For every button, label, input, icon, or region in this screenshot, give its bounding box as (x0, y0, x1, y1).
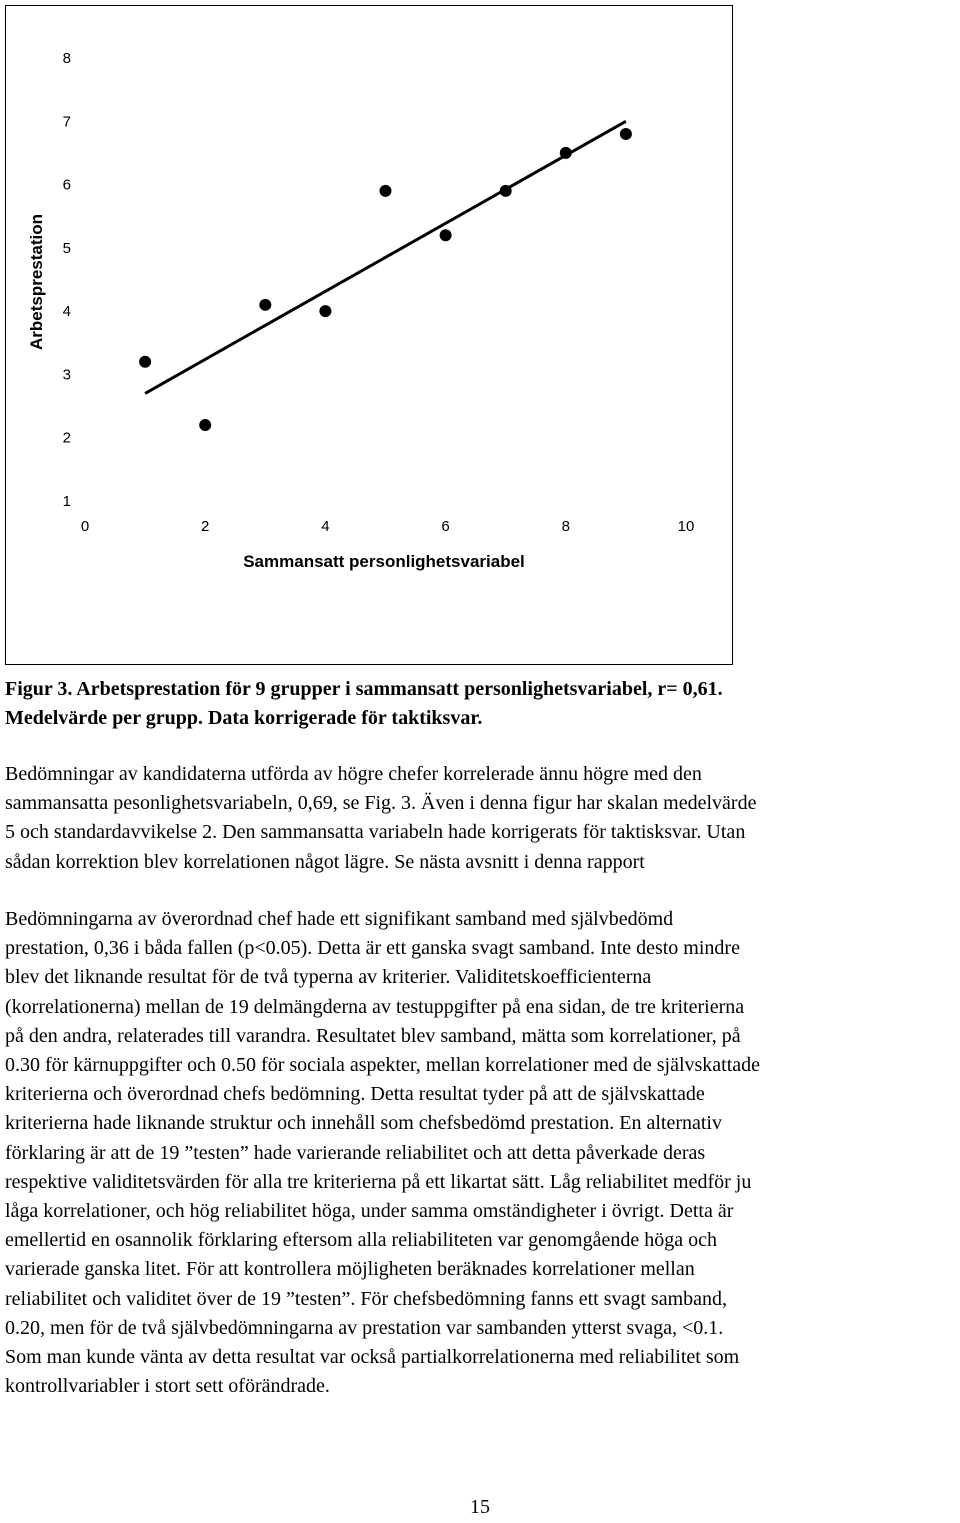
y-tick-labels (63, 50, 71, 510)
text-line: varierade ganska litet. För att kontrollera möjligheten beräknades korrelationer mellan (5, 1258, 695, 1281)
text-line: Bedömningar av kandidaterna utförda av högre chefer korrelerade ännu högre med den (5, 763, 702, 785)
y-tick-label: 2 (62, 429, 71, 447)
text-line: sådan korrektion blev korrelationen något lägre. Se nästa avsnitt i denna rapport (5, 850, 645, 873)
text-line: Som man kunde vänta av detta resultat var också partialkorrelationerna med reliabilitet som (5, 1346, 740, 1369)
x-tick-label: 10 (677, 518, 695, 535)
y-axis-label: Arbetsprestation (27, 213, 46, 351)
x-tick-labels (81, 518, 695, 535)
text-line: kriterierna hade liknande struktur och innehåll som chefsbedömd prestation. En alternativ (5, 1112, 722, 1135)
text-line: på den andra, relaterades till varandra. Resultatet blev samband, mätta som korrelationer, på (5, 1024, 741, 1047)
text-line: låga korrelationer, och hög reliabilitet höga, under samma omständigheter i övrigt. Detta är (5, 1200, 734, 1223)
data-point (380, 185, 392, 197)
text-line: reliabilitet och validitet över de 19 ”testen”. För chefsbedömning fanns ett svagt samband, (5, 1287, 728, 1310)
x-tick-label: 4 (321, 518, 330, 535)
y-tick-label: 5 (62, 239, 71, 257)
y-tick-label: 6 (62, 176, 71, 194)
text-line: blev det liknande resultat för de två typerna av kriterier. Validitetskoefficienterna (5, 966, 652, 989)
paragraph-1 (5, 760, 960, 877)
data-points (139, 128, 632, 431)
x-axis-label: Sammansatt personlighetsvariabel (243, 552, 525, 571)
text-line: förklaring är att de 19 ”testen” hade varierande reliabilitet och att detta påverkade deras (5, 1141, 706, 1164)
data-point (560, 147, 572, 159)
x-tick-label: 8 (561, 518, 570, 535)
text-line: sammansatta pesonlighetsvariabeln, 0,69, se Fig. 3. Även i denna figur har skalan medelvärde (5, 792, 757, 815)
caption-line: Figur 3. Arbetsprestation för 9 grupper i sammansatt personlighetsvariabel, r= 0,61. (5, 678, 723, 700)
x-tick-label: 6 (441, 518, 450, 535)
text-line: Bedömningarna av överordnad chef hade ett signifikant samband med självbedömd (5, 908, 674, 930)
y-tick-label: 1 (62, 493, 71, 510)
data-point (440, 229, 452, 241)
text-line: prestation, 0,36 i båda fallen (p<0.05). Detta är ett ganska svagt samband. Inte desto mindre (5, 937, 740, 960)
y-tick-label: 7 (62, 113, 71, 131)
scatter-chart (6, 6, 734, 666)
data-point (199, 419, 211, 431)
trendline (145, 121, 626, 393)
text-line: kriterierna och överordnad chefs bedömning. Detta resultat tyder på att de självskattade (5, 1083, 705, 1106)
text-line: (korrelationerna) mellan de 19 delmängderna av testuppgifter på ena sidan, de tre kriterierna (5, 995, 745, 1018)
y-tick-label: 8 (62, 50, 71, 67)
caption-line: Medelvärde per grupp. Data korrigerade för taktiksvar. (5, 707, 483, 729)
data-point (259, 299, 271, 311)
figure-caption (5, 675, 955, 733)
chart-frame (5, 5, 733, 665)
paragraph-2 (5, 905, 960, 1401)
text-line: emellertid en osannolik förklaring eftersom alla reliabiliteten var genomgående höga och (5, 1229, 717, 1252)
data-point (319, 305, 331, 317)
y-tick-label: 4 (62, 303, 71, 321)
text-line: 0.30 för kärnuppgifter och 0.50 för sociala aspekter, mellan korrelationer med de självskattade (5, 1054, 761, 1077)
text-line: 5 och standardavvikelse 2. Den sammansatta variabeln hade korrigerats för taktisksvar. Utan (5, 821, 746, 844)
text-line: 0.20, men för de två självbedömningarna av prestation var sambanden ytterst svaga, <0.1. (5, 1316, 724, 1339)
data-point (500, 185, 512, 197)
x-tick-label: 2 (201, 518, 210, 535)
text-line: respektive validitetsvärden för alla tre kriterierna på ett likartat sätt. Låg reliabilitet medför ju (5, 1170, 752, 1193)
data-point (620, 128, 632, 140)
page-number: 15 (470, 1496, 490, 1518)
x-tick-label: 0 (80, 518, 90, 535)
text-line: kontrollvariabler i stort sett oförändrade. (5, 1375, 330, 1398)
y-tick-label: 3 (62, 366, 71, 384)
data-point (139, 356, 151, 368)
